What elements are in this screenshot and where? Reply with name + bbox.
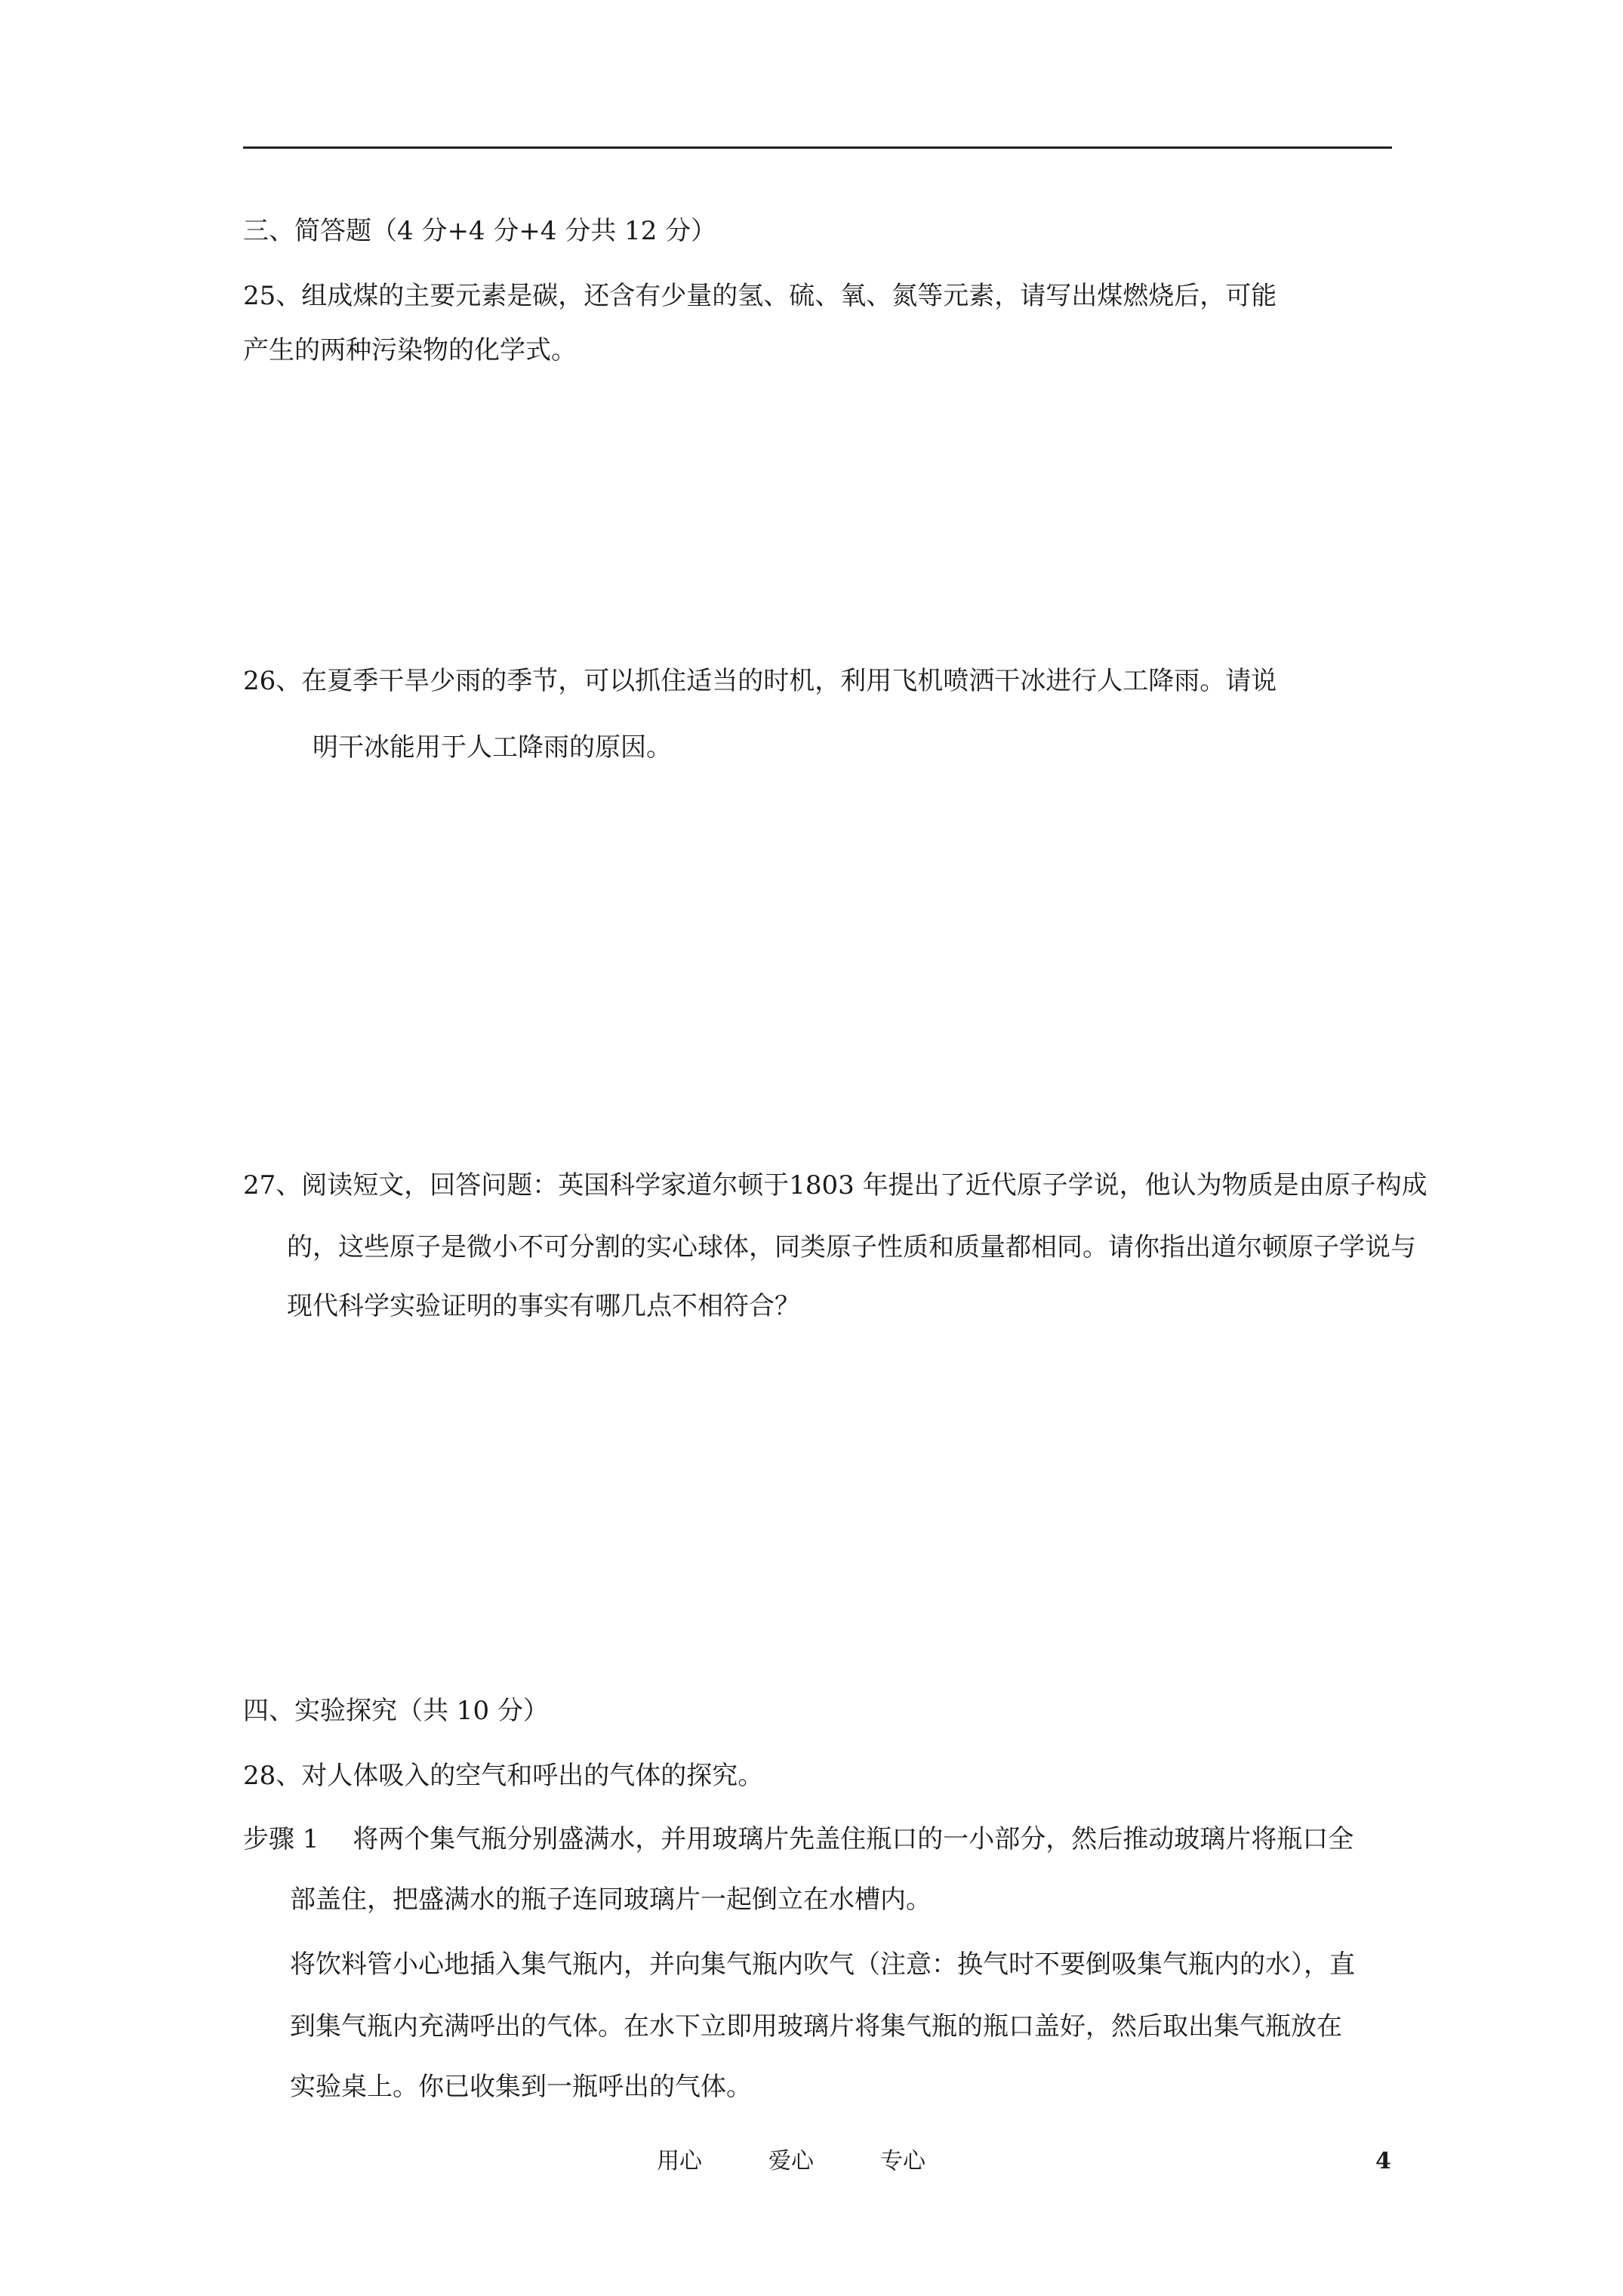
question-28-title: 28、对人体吸入的空气和呼出的气体的探究。 <box>243 1761 764 1791</box>
question-26-line-1: 26、在夏季干旱少雨的季节，可以抓住适当的时机，利用飞机喷洒干冰进行人工降雨。请说 <box>243 666 1277 696</box>
question-28-step-1-line-1: 步骤 1 将两个集气瓶分别盛满水，并用玻璃片先盖住瓶口的一小部分，然后推动玻璃片将瓶口全 <box>243 1824 1354 1854</box>
footer-word-1: 用心 <box>657 2148 702 2174</box>
header-rule <box>243 146 1392 149</box>
footer-word-2: 爱心 <box>768 2148 814 2174</box>
question-28-step-1-line-2: 部盖住，把盛满水的瓶子连同玻璃片一起倒立在水槽内。 <box>290 1885 932 1915</box>
question-25-line-2: 产生的两种污染物的化学式。 <box>243 335 577 365</box>
page-number: 4 <box>1375 2148 1391 2174</box>
question-28-paragraph-line-1: 将饮料管小心地插入集气瓶内，并向集气瓶内吹气（注意：换气时不要倒吸集气瓶内的水），直 <box>290 1949 1355 1980</box>
question-28-paragraph-line-2: 到集气瓶内充满呼出的气体。在水下立即用玻璃片将集气瓶的瓶口盖好，然后取出集气瓶放在 <box>290 2011 1342 2042</box>
section-4-heading: 四、实验探究（共 10 分） <box>243 1696 549 1726</box>
question-28-paragraph-line-3: 实验桌上。你已收集到一瓶呼出的气体。 <box>290 2072 752 2102</box>
question-25-line-1: 25、组成煤的主要元素是碳，还含有少量的氢、硫、氧、氮等元素，请写出煤燃烧后，可能 <box>243 281 1277 311</box>
question-26-line-2: 明干冰能用于人工降雨的原因。 <box>313 732 672 763</box>
footer-word-3: 专心 <box>880 2148 925 2174</box>
section-3-heading: 三、简答题（4 分+4 分+4 分共 12 分） <box>243 216 717 246</box>
question-27-line-1: 27、阅读短文，回答问题：英国科学家道尔顿于1803 年提出了近代原子学说，他认为物质是由原子构成 <box>243 1170 1427 1200</box>
question-27-line-2: 的，这些原子是微小不可分割的实心球体，同类原子性质和质量都相同。请你指出道尔顿原子学说与 <box>287 1232 1416 1262</box>
question-27-line-3: 现代科学实验证明的事实有哪几点不相符合？ <box>287 1291 800 1321</box>
